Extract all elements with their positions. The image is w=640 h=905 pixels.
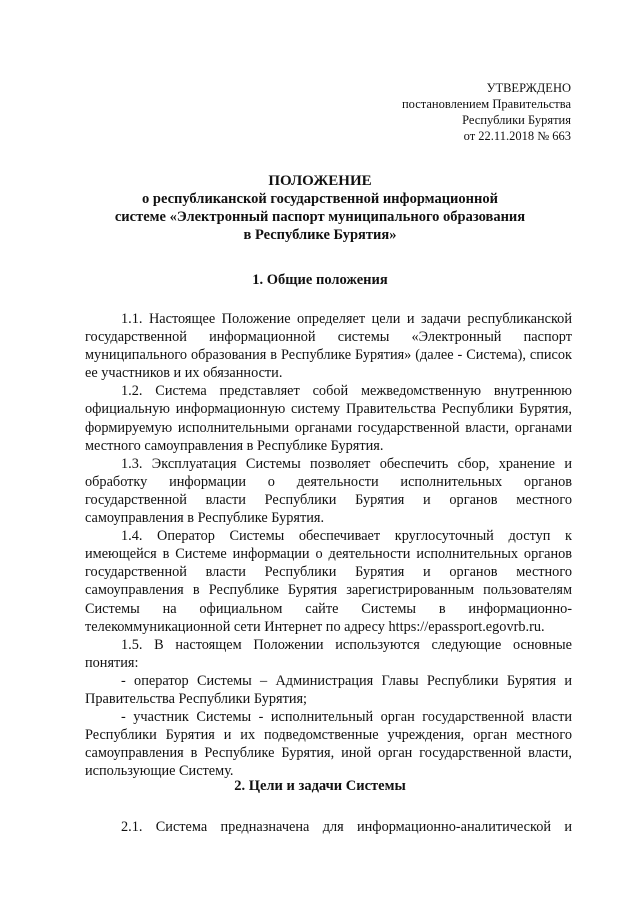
document-title-line: системе «Электронный паспорт муниципального образования (114, 209, 526, 225)
approval-line: Республики Бурятия (462, 113, 571, 127)
paragraph: 1.5. В настоящем Положении используются следующие основные понятия: (85, 636, 572, 671)
approval-stamp (402, 80, 571, 144)
section-1-heading: 1. Общие положения (252, 272, 388, 288)
section-2-body (85, 818, 572, 836)
section-2-heading: 2. Цели и задачи Системы (234, 778, 406, 794)
paragraph: 1.3. Эксплуатация Системы позволяет обеспечить сбор, хранение и обработку информации о деятельности исполнительных органов государственной власти Республики Бурятия и органов местного самоуправления в Республике Бурятия. (85, 455, 572, 527)
paragraph: 1.1. Настоящее Положение определяет цели и задачи республиканской государственной информационной системы «Электронный паспорт муниципального образования в Республике Бурятия» (далее - Система), список ее участников и их обязанности. (85, 311, 572, 382)
approval-line: постановлением Правительства (401, 97, 571, 111)
paragraph: - оператор Системы – Администрация Главы Республики Бурятия и Правительства Республики Бурятия; (85, 672, 572, 707)
paragraph: 1.4. Оператор Системы обеспечивает круглосуточный доступ к имеющейся в Системе информации о деятельности исполнительных органов государственной власти Республики Бурятия и органов местного самоуправления в Республике Бурятия зарегистрированным пользователям Системы на официальном сайте Системы в информационно-телекоммуникационной сети Интернет по адресу https://epassport.egovrb.ru. (85, 528, 572, 635)
paragraph: 1.2. Система представляет собой межведомственную внутреннюю официальную информационную систему Правительства Республики Бурятия, формируемую исполнительными органами государственной власти, органами местного самоуправления в Республике Бурятия. (85, 383, 572, 454)
document-title-line: о республиканской государственной информационной (142, 191, 498, 207)
paragraph: - участник Системы - исполнительный орган государственной власти Республики Бурятия и их подведомственные учреждения, орган местного самоуправления в Республике Бурятия, иной орган государственной власти, использующие Систему. (85, 709, 572, 780)
document-title-main: ПОЛОЖЕНИЕ (268, 173, 372, 189)
document-title (0, 172, 640, 244)
approval-line: от 22.11.2018 № 663 (463, 129, 571, 143)
section-1-body (85, 310, 572, 780)
paragraph: 2.1. Система предназначена для информационно-аналитической и (121, 819, 572, 835)
approval-line: УТВЕРЖДЕНО (486, 81, 571, 95)
document-title-line: в Республике Бурятия» (243, 227, 397, 243)
